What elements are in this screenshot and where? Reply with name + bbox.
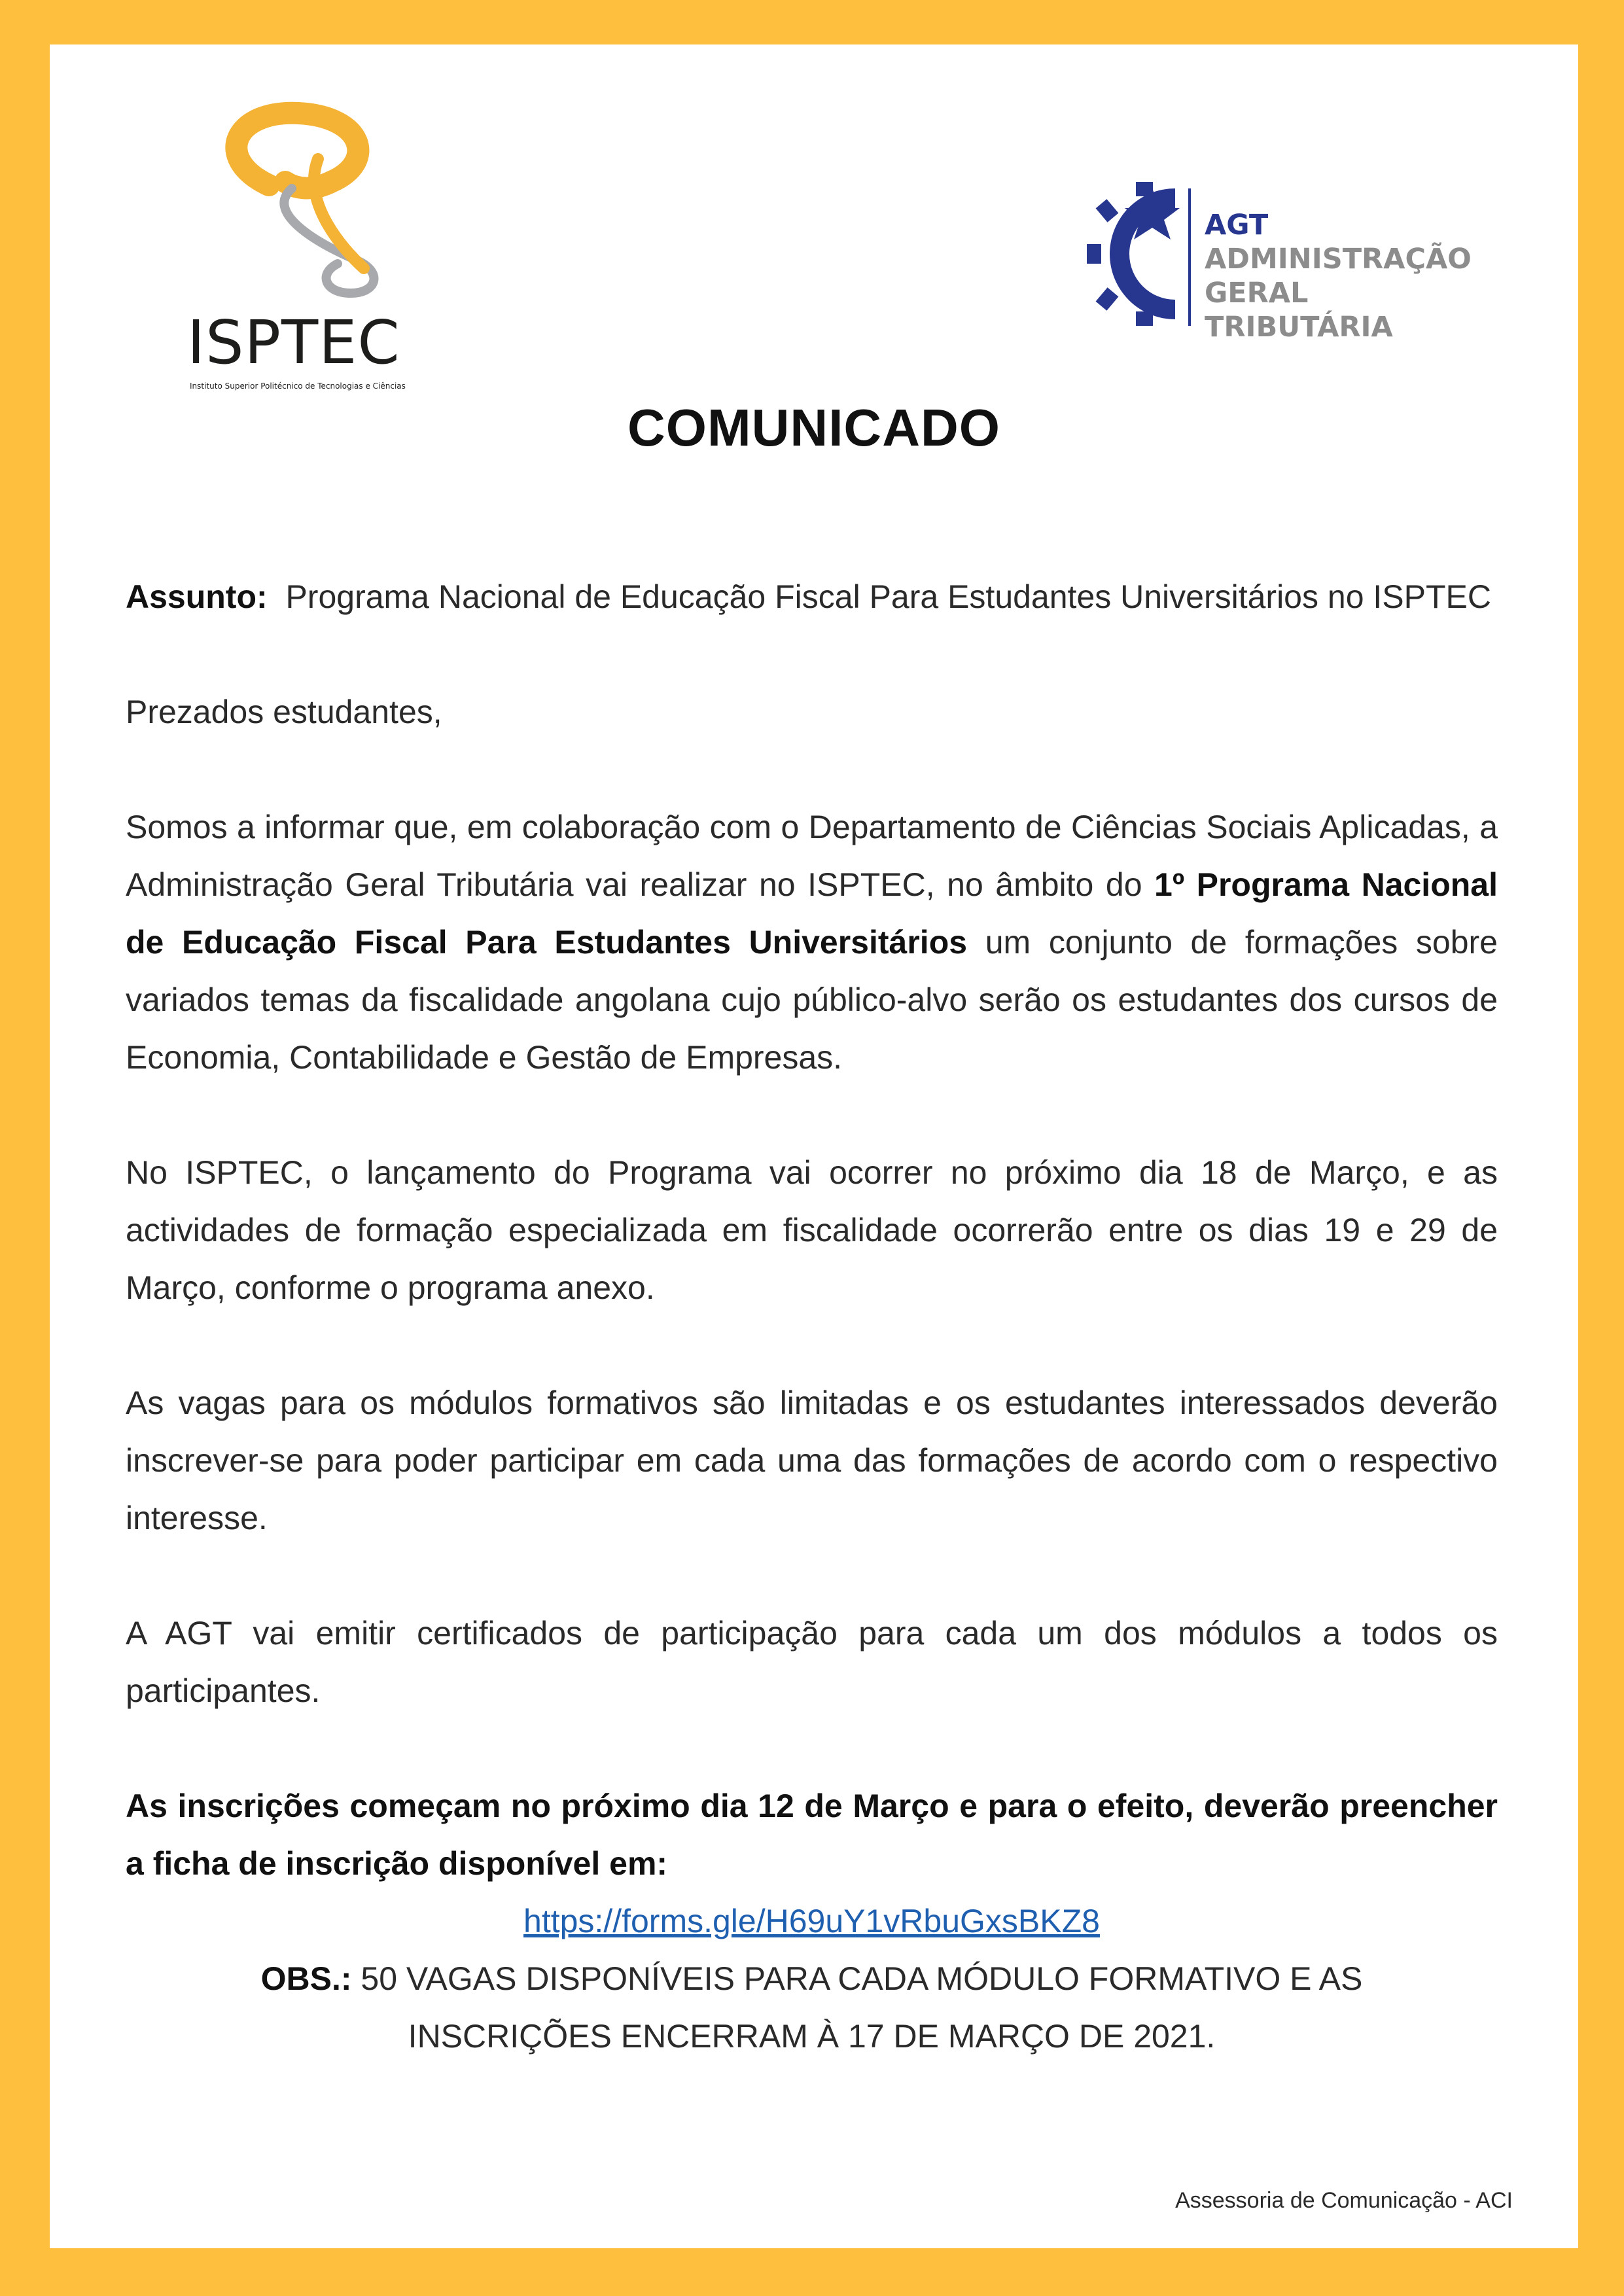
paragraph-2: No ISPTEC, o lançamento do Programa vai ocorrer no próximo dia 18 de Março, e as actividades de formação especializada em fiscalidade ocorrerão entre os dias 19 e 29 de Março, conforme o programa anexo. <box>126 1154 1498 1306</box>
document-body <box>126 568 1498 2065</box>
subject-label: Assunto: <box>126 578 268 615</box>
obs-text-1: 50 VAGAS DISPONÍVEIS PARA CADA MÓDULO FORMATIVO E AS <box>351 1960 1363 1997</box>
obs-label: OBS.: <box>260 1960 352 1997</box>
paragraph-1-after: um conjunto de formações sobre variados temas da fiscalidade angolana cujo público-alvo serão os estudantes dos cursos de Economia, Contabilidade e Gestão de Empresas. <box>126 924 1498 1076</box>
subject-text: Programa Nacional de Educação Fiscal Para Estudantes Universitários no ISPTEC <box>285 578 1491 615</box>
document-page <box>50 44 1578 2248</box>
registration-notice: As inscrições começam no próximo dia 12 de Março e para o efeito, deverão preencher a ficha de inscrição disponível em: <box>126 1788 1498 1882</box>
subject-line <box>126 568 1498 626</box>
isptec-emblem-icon <box>187 97 449 313</box>
paragraph-1 <box>126 798 1498 1086</box>
document-title: COMUNICADO <box>627 398 1000 457</box>
agt-gear-icon <box>1074 143 1205 359</box>
isptec-wordmark: ISPTEC <box>187 308 400 378</box>
agt-abbr: AGT <box>1205 209 1269 241</box>
isptec-subtitle: Instituto Superior Politécnico de Tecnologias e Ciências <box>190 381 406 391</box>
obs-line-2: INSCRIÇÕES ENCERRAM À 17 DE MARÇO DE 2021. <box>408 2018 1216 2055</box>
registration-link[interactable]: https://forms.gle/H69uY1vRbuGxsBKZ8 <box>523 1903 1100 1939</box>
agt-line1: ADMINISTRAÇÃO <box>1205 243 1472 275</box>
link-line <box>126 1892 1498 1950</box>
greeting: Prezados estudantes, <box>126 694 442 730</box>
agt-line2: GERAL <box>1205 277 1309 309</box>
agt-logo <box>1074 143 1472 359</box>
footer-signature: Assessoria de Comunicação - ACI <box>1175 2188 1513 2213</box>
agt-line3: TRIBUTÁRIA <box>1205 311 1393 344</box>
isptec-logo <box>187 97 449 398</box>
obs-line-1 <box>126 1950 1498 2007</box>
program-name: 1º Programa Nacional de Educação Fiscal Para Estudantes Universitários <box>126 866 1498 961</box>
paragraph-1-before: Somos a informar que, em colaboração com o Departamento de Ciências Sociais Aplicadas, a Administração Geral Tributária vai realizar no ISPTEC, no âmbito do <box>126 809 1498 903</box>
agt-text <box>1205 208 1472 344</box>
paragraph-3: As vagas para os módulos formativos são limitadas e os estudantes interessados deverão inscrever-se para poder participar em cada uma das formações de acordo com o respectivo interesse. <box>126 1385 1498 1536</box>
paragraph-4: A AGT vai emitir certificados de participação para cada um dos módulos a todos os participantes. <box>126 1615 1498 1709</box>
